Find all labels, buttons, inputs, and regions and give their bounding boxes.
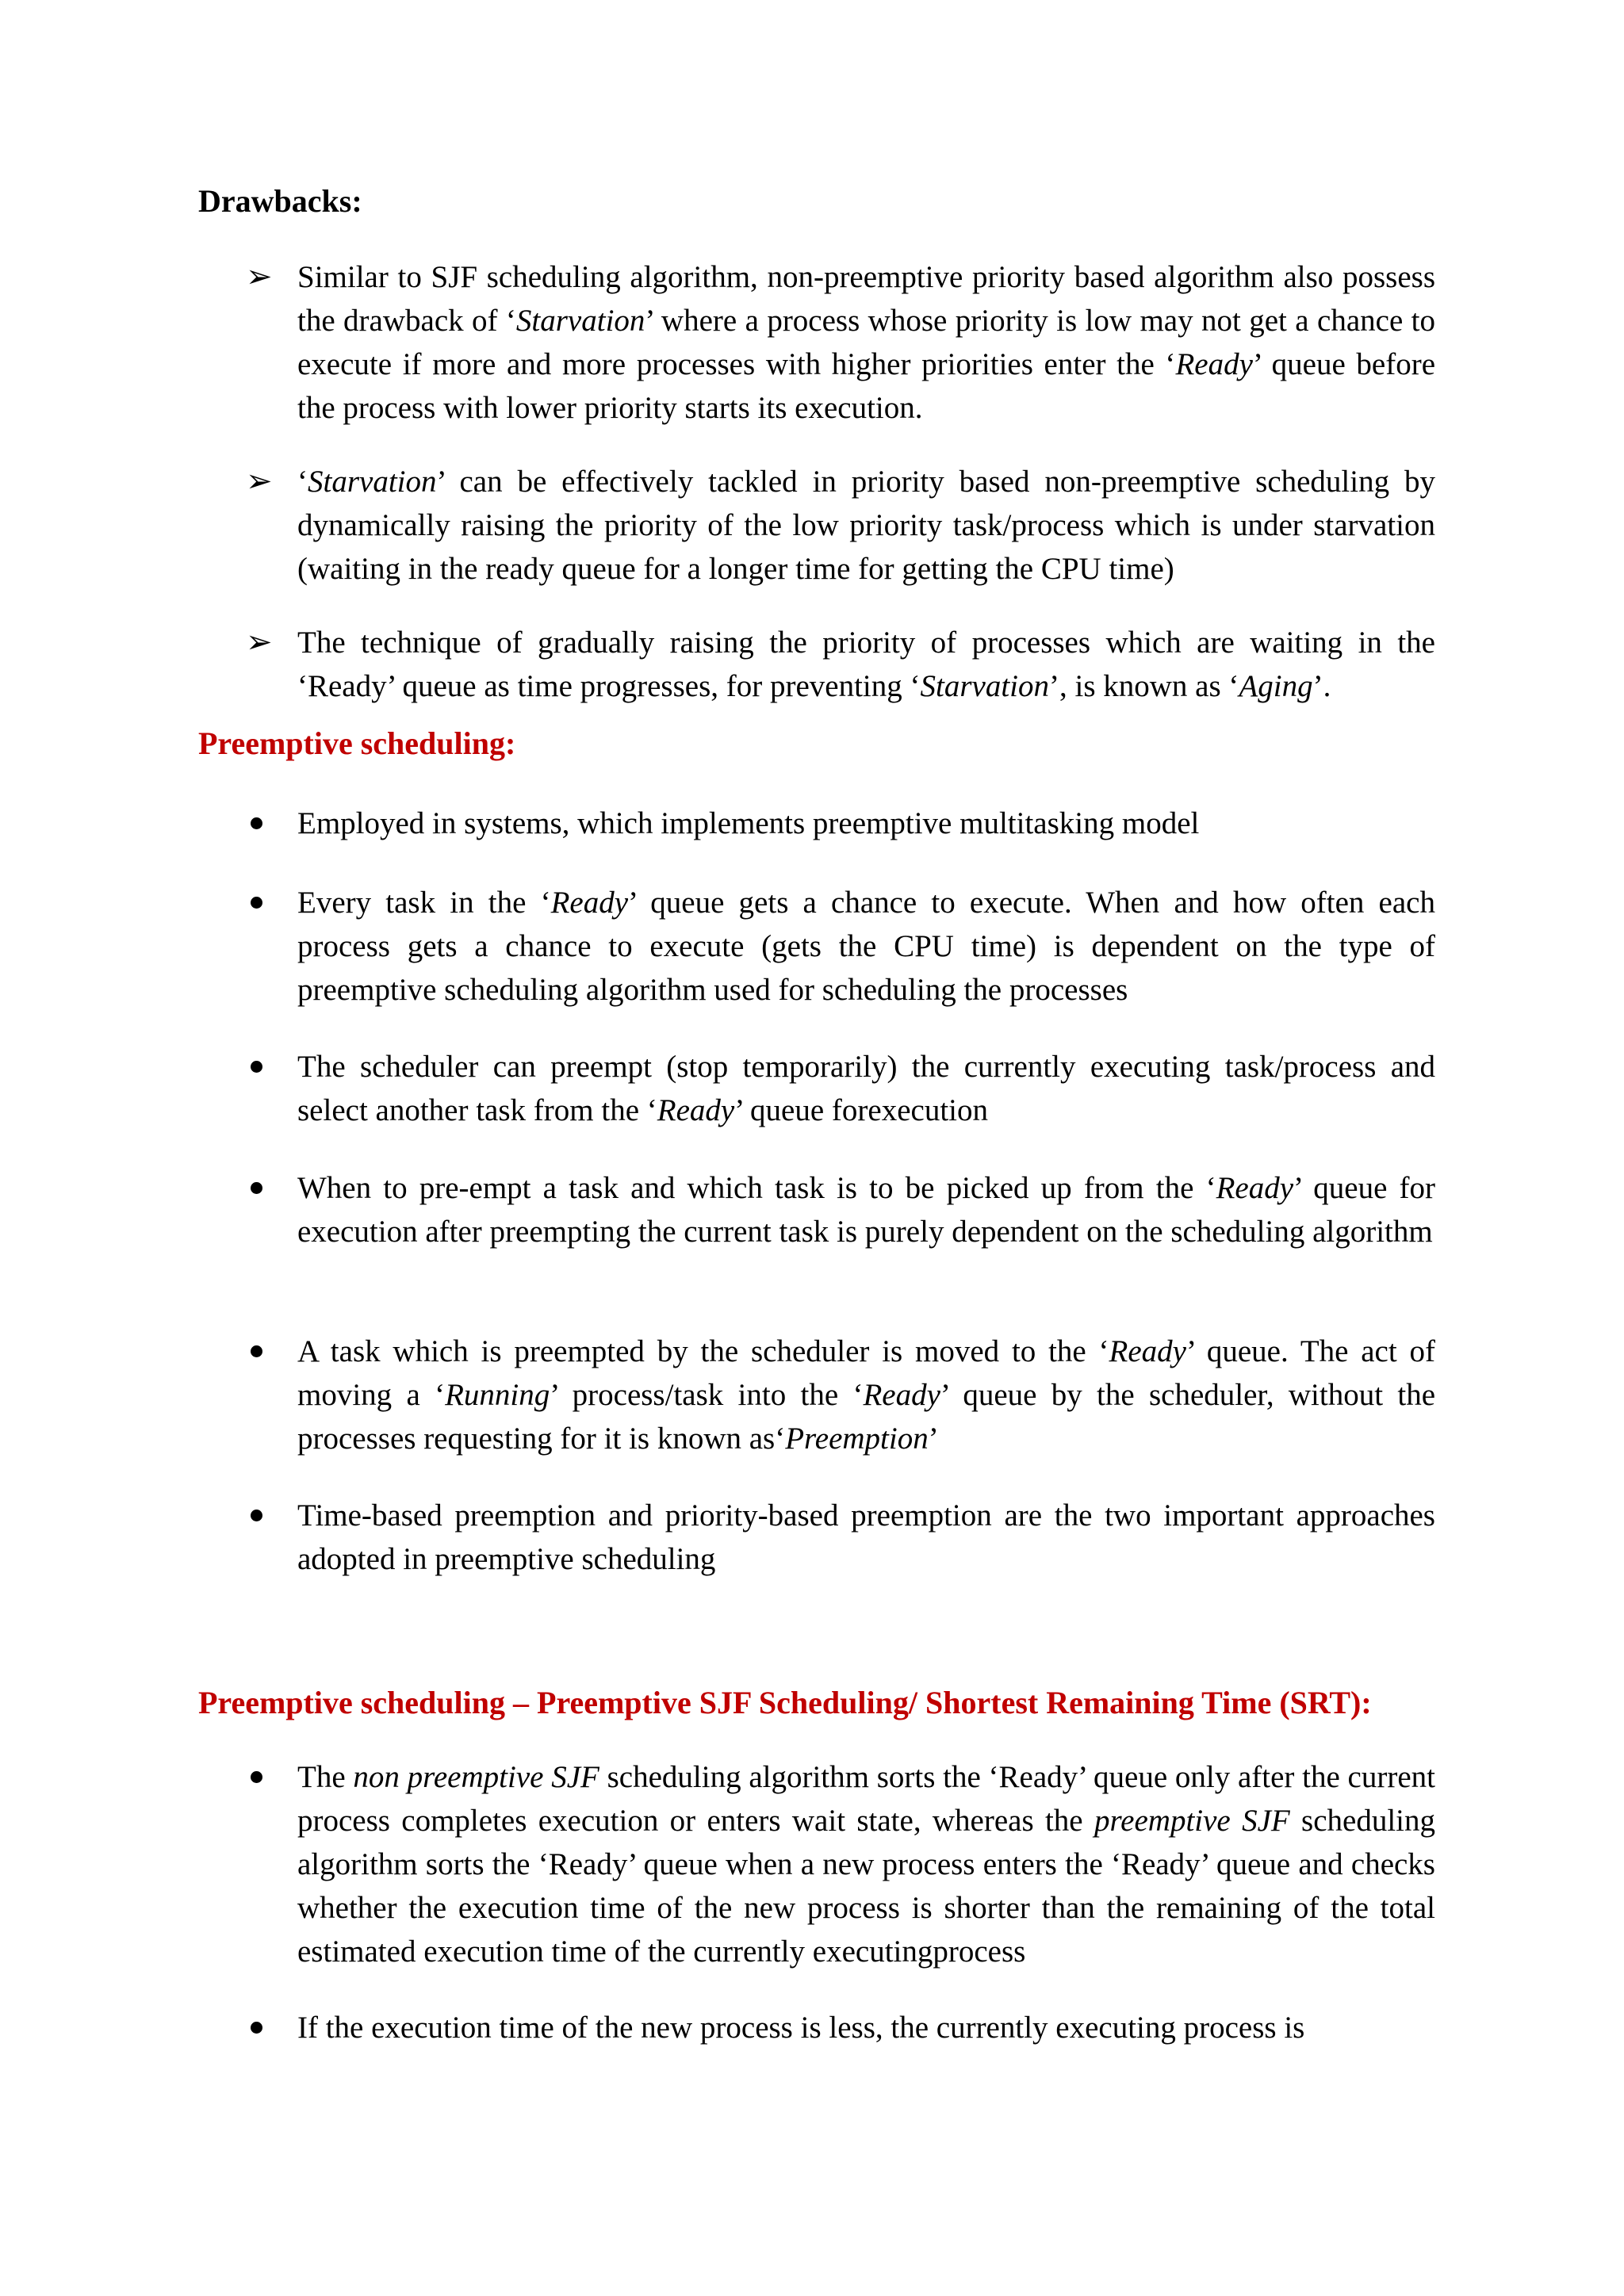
bullet-dot-icon [251,1771,262,1783]
text-run: scheduling algorithm sorts the ‘Ready’ queue when a new process enters the ‘Ready’ queue and checks whether the execution time of the new process is shorter than the remaining of the total estimated execution time of the currently executingprocess [297,1804,1435,1969]
text-run: The technique of gradually raising the priority of processes which are waiting in the ‘Ready’ queue as time progresses, for preventing ‘ [297,626,1435,703]
text-run: ’ can be effectively tackled in priority based non-preemptive scheduling by dynamically raising the priority of the low priority task/process which is under starvation (waiting in the ready queue for a longer time for getting the CPU time) [297,465,1435,586]
bullet-dot-icon [251,1182,262,1194]
srt-item-text [297,1755,1435,1973]
drawbacks-item-text [297,460,1435,591]
arrow-bullet-icon: ➢ [246,258,273,295]
text-run: ’ queue. The act of moving a ‘ [297,1334,1435,1412]
drawbacks-item-text [297,255,1435,430]
drawbacks-heading: Drawbacks: [198,183,362,219]
text-run: ’ queue before the process with lower priority starts its execution. [297,347,1435,425]
preemptive-item-text [297,1494,1435,1581]
bullet-dot-icon [251,2022,262,2034]
italic-term: Starvation [920,669,1050,703]
italic-term: Preemption [785,1422,929,1456]
italic-term: Ready [657,1093,735,1127]
arrow-bullet-icon: ➢ [246,624,273,660]
srt-heading: Preemptive scheduling – Preemptive SJF Scheduling/ Shortest Remaining Time (SRT): [198,1685,1372,1720]
preemptive-scheduling-heading: Preemptive scheduling: [198,725,516,761]
bullet-dot-icon [251,897,262,909]
text-run: Every task in the ‘ [297,886,551,920]
preemptive-item-text [297,1045,1435,1132]
arrow-bullet-icon: ➢ [246,463,273,499]
italic-term: non preemptive SJF [353,1760,599,1794]
srt-item-text [297,2006,1435,2049]
italic-term: Ready [863,1378,940,1412]
preemptive-item-text [297,802,1435,845]
text-run: The [297,1760,354,1794]
preemptive-item-text [297,881,1435,1012]
italic-term: Ready [1175,347,1253,381]
bullet-dot-icon [251,817,262,829]
text-run: The scheduler can preempt (stop temporarily) the currently executing task/process and select another task from the ‘ [297,1050,1435,1127]
italic-term: Ready [1109,1334,1186,1368]
italic-term: preemptive SJF [1094,1804,1290,1838]
italic-term: Running [445,1378,550,1412]
italic-term: Starvation [308,465,437,499]
text-run: Employed in systems, which implements preemptive multitasking model [297,806,1200,840]
italic-term: Starvation [515,304,645,338]
text-run: ’, is known as ‘ [1049,669,1239,703]
text-run: scheduling algorithm sorts the ‘Ready’ queue only after the current process completes execution or enters wait state, whereas the [297,1760,1435,1838]
text-run: ’ [928,1422,939,1456]
text-run: ’ queue gets a chance to execute. When and how often each process gets a chance to execute (gets the CPU time) is dependent on the type of preemptive scheduling algorithm used for scheduling the processes [297,886,1435,1007]
text-run: ’ where a process whose priority is low may not get a chance to execute if more and more processes with higher priorities enter the ‘ [297,304,1435,381]
text-run: ’ process/task into the ‘ [550,1378,864,1412]
bullet-dot-icon [251,1061,262,1073]
text-run: A task which is preempted by the scheduler is moved to the ‘ [297,1334,1109,1368]
italic-term: Ready [1216,1171,1294,1205]
text-run: Similar to SJF scheduling algorithm, non-preemptive priority based algorithm also possess the drawback of ‘ [297,260,1435,338]
italic-term: Ready [550,886,629,920]
preemptive-item-text [297,1330,1435,1460]
bullet-dot-icon [251,1345,262,1357]
text-run: ’ queue for execution after preempting the current task is purely dependent on the scheduling algorithm [297,1171,1435,1249]
preemptive-item-text [297,1166,1435,1253]
text-run: ’ queue forexecution [734,1093,988,1127]
text-run: If the execution time of the new process is less, the currently executing process is [297,2011,1305,2045]
text-run: ’ queue by the scheduler, without the processes requesting for it is known as‘ [297,1378,1436,1456]
text-run: ‘ [297,465,308,499]
text-run: Time-based preemption and priority-based preemption are the two important approaches adopted in preemptive scheduling [297,1498,1435,1576]
text-run: When to pre-empt a task and which task is to be picked up from the ‘ [297,1171,1216,1205]
bullet-dot-icon [251,1510,262,1521]
italic-term: Aging [1239,669,1313,703]
text-run: ’. [1312,669,1331,703]
drawbacks-item-text [297,621,1435,708]
